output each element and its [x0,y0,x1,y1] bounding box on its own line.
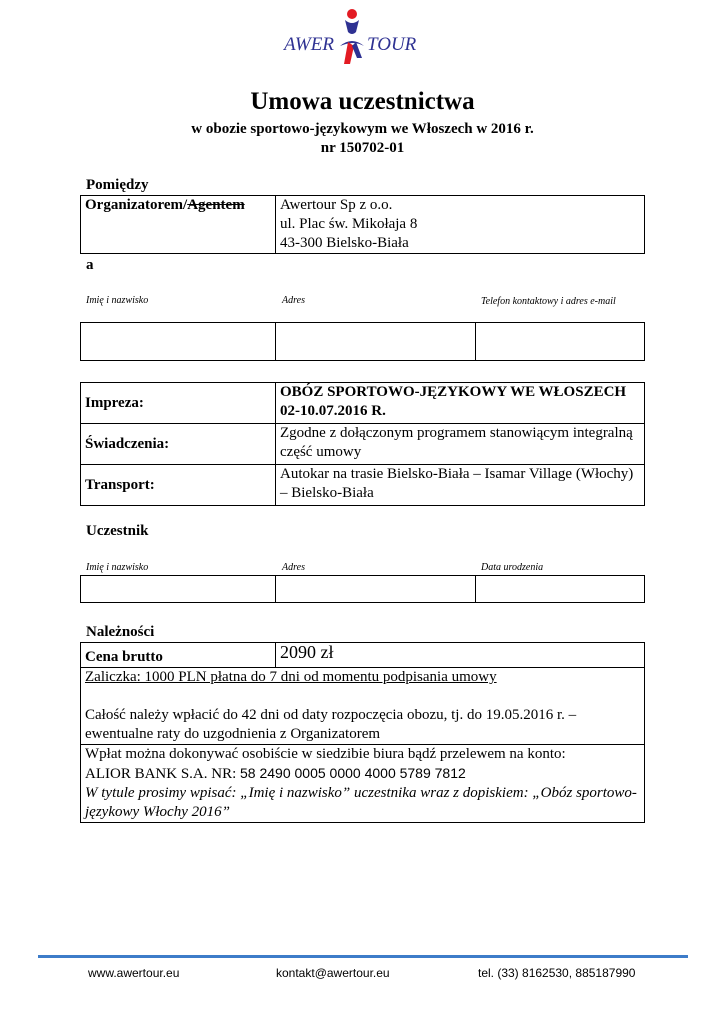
participant-label: Uczestnik [86,523,149,539]
payments-table [80,642,645,823]
client-header-name: Imię i nazwisko [86,295,149,306]
services-value: Zgodne z dołączonym programem stanowiącym integralną część umowy [276,424,645,465]
organizer-label: Organizatorem/ [85,197,188,213]
and-label: a [86,257,94,273]
client-address-field[interactable] [276,323,476,361]
organizer-line: Awertour Sp z o.o. [280,197,393,213]
participant-header-birthdate: Data urodzenia [481,562,544,573]
organizer-line: ul. Plac św. Mikołaja 8 [280,216,418,232]
services-label: Świadczenia: [81,424,276,465]
participant-header-name: Imię i nazwisko [86,562,149,573]
client-header-address: Adres [282,295,305,306]
logo-figure-icon [282,6,422,68]
payments-label: Należności [86,624,155,640]
footer-website-link[interactable]: www.awertour.eu [88,966,180,980]
payment-terms-cell [81,668,645,745]
full-payment-text: Całość należy wpłacić do 42 dni od daty rozpoczęcia obozu, tj. do 19.05.2016 r. – ewentualne raty do uzgodnienia z Organizatorem [85,707,577,742]
gross-price-label: Cena brutto [81,643,276,668]
footer-email-link[interactable]: kontakt@awertour.eu [276,966,390,980]
awertour-logo [282,6,422,68]
footer-divider [38,955,688,958]
event-label: Impreza: [81,383,276,424]
contract-number: nr 150702-01 [320,140,405,156]
client-header-contact: Telefon kontaktowy i adres e-mail [481,296,616,307]
footer-phone: tel. (33) 8162530, 885187990 [478,966,636,980]
transfer-title-note: W tytule prosimy wpisać: „Imię i nazwisko” uczestnika wraz z dopiskiem: „Obóz sportowo-językowy Włochy 2016” [85,785,637,820]
organizer-table [80,195,645,254]
gross-price-value: 2090 zł [276,643,645,668]
event-table [80,382,645,506]
organizer-address-cell [276,196,645,254]
participant-birthdate-field[interactable] [476,576,645,603]
participant-header-address: Adres [282,562,305,573]
participant-address-field[interactable] [276,576,476,603]
client-contact-field[interactable] [476,323,645,361]
client-table [80,322,645,361]
organizer-label-cell [81,196,276,254]
organizer-line: 43-300 Bielsko-Biała [280,235,409,251]
bank-prefix: ALIOR BANK S.A. NR: [85,766,241,782]
transfer-cell [81,745,645,823]
participant-table [80,575,645,603]
transport-label: Transport: [81,465,276,506]
transport-value: Autokar na trasie Bielsko-Biała – Isamar Village (Włochy) – Bielsko-Biała [276,465,645,506]
event-value: OBÓZ SPORTOWO-JĘZYKOWY WE WŁOSZECH 02-10.07.2016 R. [276,383,645,424]
document-subtitle: w obozie sportowo-językowym we Włoszech w 2016 r. [191,121,534,137]
logo-text-right: TOUR [367,34,417,55]
bank-account-number: 58 2490 0005 0000 4000 5789 7812 [240,765,466,781]
client-name-field[interactable] [81,323,276,361]
document-title: Umowa uczestnictwa [250,88,475,115]
deposit-text: Zaliczka: 1000 PLN płatna do 7 dni od momentu podpisania umowy [85,669,497,685]
transfer-info-text: Wpłat można dokonywać osobiście w siedzibie biura bądź przelewem na konto: [85,746,566,762]
participant-name-field[interactable] [81,576,276,603]
agent-struck-label: Agentem [187,197,245,213]
logo-text-left: AWER [284,34,334,55]
between-label: Pomiędzy [86,177,149,193]
